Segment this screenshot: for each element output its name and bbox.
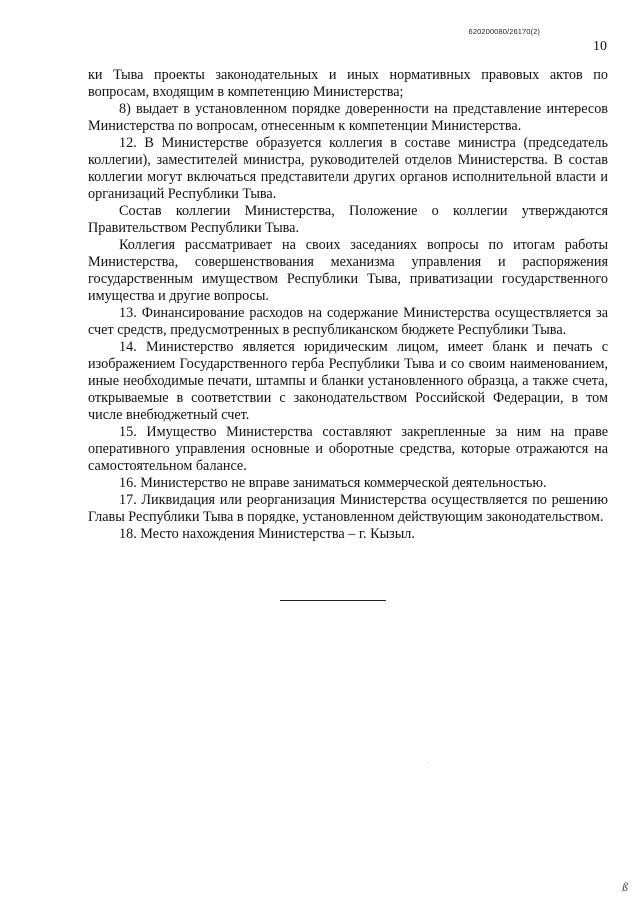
paragraph-board-agenda: Коллегия рассматривает на своих заседаниях вопросы по итогам работы Министерства, совершенствования механизма управления и распоряжения государственным имуществом Республики Тыва, приватизации государственного имущества и другие вопросы.	[88, 237, 608, 304]
document-code: 620200080/26170(2)	[468, 27, 540, 36]
paragraph-18: 18. Место нахождения Министерства – г. Кызыл.	[119, 526, 415, 542]
paragraph-board-composition: Состав коллегии Министерства, Положение о коллегии утверждаются Правительством Республики Тыва.	[88, 203, 608, 236]
paragraph-14: 14. Министерство является юридическим лицом, имеет бланк и печать с изображением Государственного герба Республики Тыва и со своим наименованием, иные необходимые печати, штампы и бланки установленного образца, а также счета, открываемые в соответствии с законодательством Российской Федерации, в том числе внебюджетный счет.	[88, 339, 608, 423]
paragraph-16: 16. Министерство не вправе заниматься коммерческой деятельностью.	[119, 475, 547, 491]
scan-speck	[428, 762, 429, 763]
paragraph-continuation: ки Тыва проекты законодательных и иных нормативных правовых актов по вопросам, входящим в компетенцию Министерства;	[88, 67, 608, 100]
paragraph-15: 15. Имущество Министерства составляют закрепленные за ним на праве оперативного управления основные и оборотные средства, которые отражаются на самостоятельном балансе.	[88, 424, 608, 474]
document-body	[88, 67, 608, 543]
paragraph-13: 13. Финансирование расходов на содержание Министерства осуществляется за счет средств, предусмотренных в республиканском бюджете Республики Тыва.	[88, 305, 608, 338]
paragraph-12: 12. В Министерстве образуется коллегия в составе министра (председатель коллегии), заместителей министра, руководителей отделов Министерства. В состав коллегии могут включаться представители других органов исполнительной власти и организаций Республики Тыва.	[88, 135, 608, 202]
paragraph-17: 17. Ликвидация или реорганизация Министерства осуществляется по решению Главы Республики Тыва в порядке, установленном действующим законодательством.	[88, 492, 608, 525]
paragraph-item-8: 8) выдает в установленном порядке доверенности на представление интересов Министерства по вопросам, отнесенным к компетенции Министерства.	[88, 101, 608, 134]
page-number: 10	[593, 39, 607, 54]
corner-initial-mark: ß	[622, 880, 628, 894]
closing-rule	[280, 600, 386, 601]
